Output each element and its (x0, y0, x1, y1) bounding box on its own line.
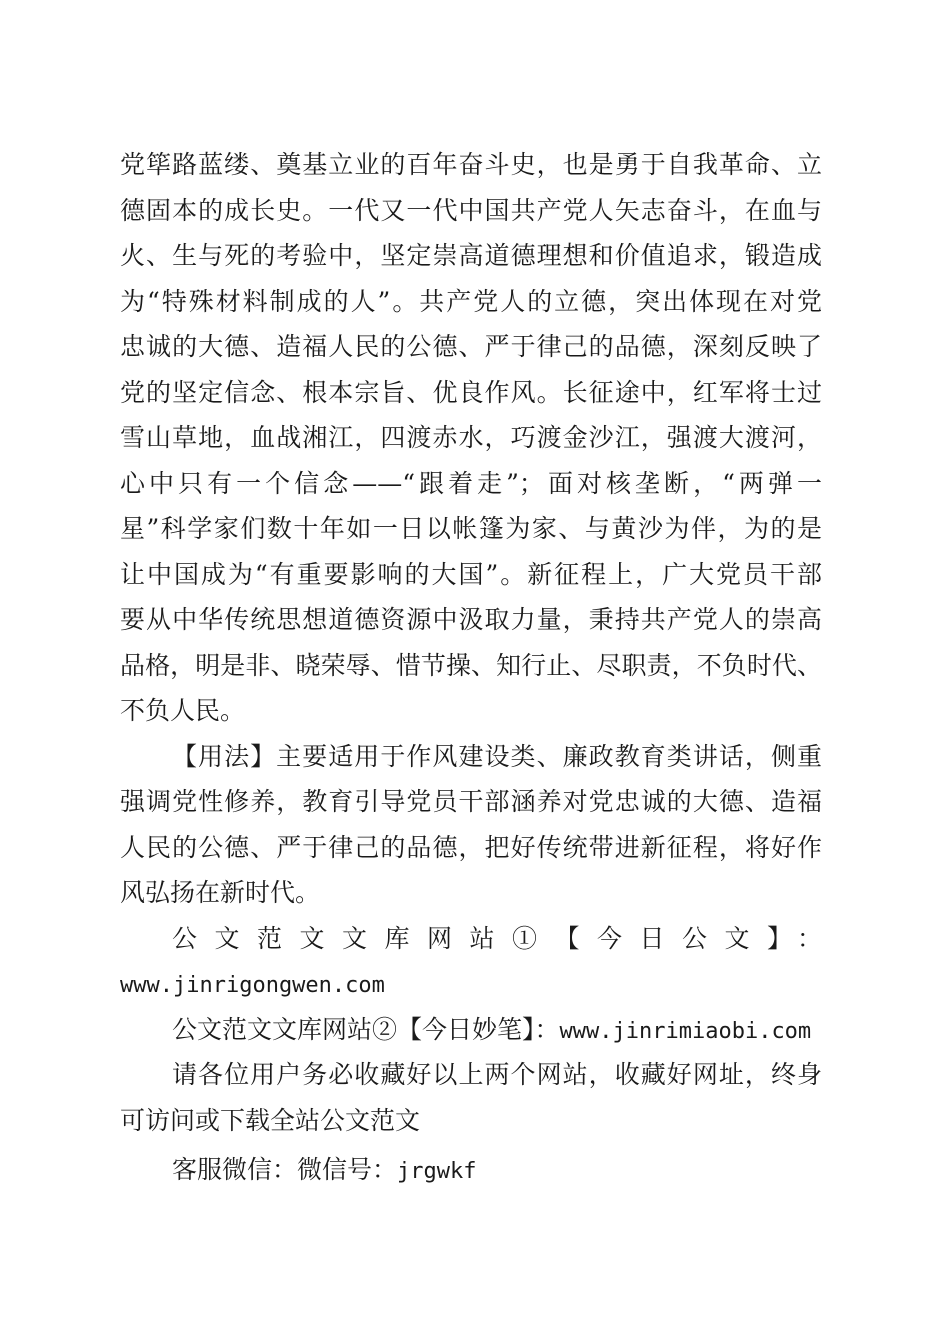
wechat-label: 客服微信：微信号： (172, 1155, 398, 1184)
site-2-row (120, 1007, 822, 1053)
paragraph-usage (120, 734, 822, 916)
document-body (120, 142, 822, 1193)
text-line: 德固本的成长史。一代又一代中国共产党人矢志奋斗，在血与 (120, 195, 822, 225)
text-line: 雪山草地，血战湘江，四渡赤水，巧渡金沙江，强渡大渡河， (120, 423, 822, 452)
text-line: 为“特殊材料制成的人”。共产党人的立德，突出体现在对党 (120, 286, 822, 316)
text-line: 不负人民。 (120, 696, 246, 725)
text-line: 忠诚的大德、造福人民的公德、严于律己的品德，深刻反映了 (120, 332, 822, 361)
site-2-url[interactable]: www.jinrimiaobi.com (559, 1018, 812, 1044)
text-line: 【用法】主要适用于作风建设类、廉政教育类讲话，侧重 (172, 741, 822, 771)
text-line: 党的坚定信念、根本宗旨、优良作风。长征途中，红军将士过 (120, 377, 822, 407)
text-line: 党筚路蓝缕、奠基立业的百年奋斗史，也是勇于自我革命、立 (120, 150, 822, 179)
text-line: 火、生与死的考验中，坚定崇高道德理想和价值追求，锻造成 (120, 241, 822, 270)
text-line: 品格，明是非、晓荣辱、惜节操、知行止、尽职责，不负时代、 (120, 650, 822, 680)
text-line: 强调党性修养，教育引导党员干部涵养对党忠诚的大德、造福 (120, 787, 822, 816)
text-line: 心中只有一个信念——“跟着走”；面对核垄断，“两弹一 (120, 468, 822, 498)
wechat-row (120, 1147, 822, 1193)
text-line: 人民的公德、严于律己的品德，把好传统带进新征程，将好作 (120, 832, 822, 862)
wechat-id: jrgwkf (397, 1159, 477, 1184)
text-line: 让中国成为“有重要影响的大国”。新征程上，广大党员干部 (120, 559, 822, 589)
site-1-label: 公文范文文库网站①【今日公文】： (172, 923, 822, 953)
text-line: 风弘扬在新时代。 (120, 878, 321, 907)
site-1-url-text: www.jinrigongwen.com (120, 973, 385, 998)
notice-line: 可访问或下载全站公文范文 (120, 1105, 421, 1135)
paragraph-1 (120, 142, 822, 734)
site-1-url[interactable] (120, 961, 822, 1007)
text-line: 要从中华传统思想道德资源中汲取力量，秉持共产党人的崇高 (120, 605, 822, 634)
footer-sites (120, 916, 822, 1193)
site-2-label: 公文范文文库网站②【今日妙笔】： (172, 1014, 560, 1044)
text-line: 星”科学家们数十年如一日以帐篷为家、与黄沙为伴，为的是 (120, 514, 822, 543)
notice-line: 请各位用户务必收藏好以上两个网站，收藏好网址，终身 (172, 1060, 822, 1089)
